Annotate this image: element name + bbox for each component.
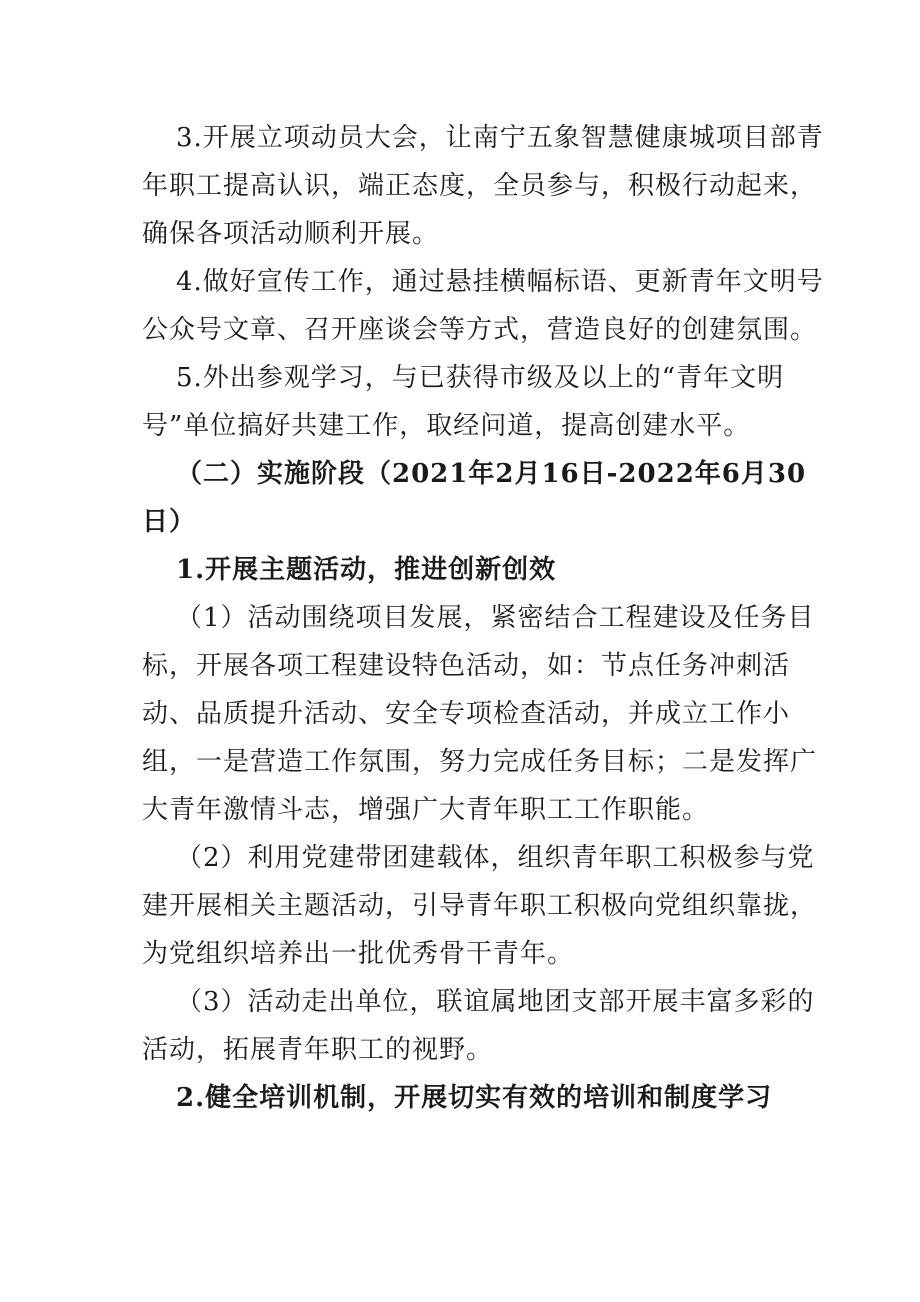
section-heading-implementation-line-1: （二）实施阶段（2021年2月16日-2022年6月30 [176, 459, 807, 489]
para-1-line-5: 大青年激情斗志，增强广大青年职工工作职能。 [142, 795, 710, 825]
para-3-line-1: （3）活动走出单位，联谊属地团支部开展丰富多彩的 [176, 987, 815, 1017]
para-2-line-3: 为党组织培养出一批优秀骨干青年。 [142, 939, 575, 969]
para-1-line-2: 标，开展各项工程建设特色活动，如：节点任务冲刺活 [142, 651, 791, 681]
para-2-line-1: （2）利用党建带团建载体，组织青年职工积极参与党 [176, 843, 815, 873]
subheading-training-mechanism: 2.健全培训机制，开展切实有效的培训和制度学习 [176, 1083, 773, 1113]
item-3-line-2: 年职工提高认识，端正态度，全员参与，积极行动起来， [142, 171, 818, 201]
item-5-line-1: 5.外出参观学习，与已获得市级及以上的“青年文明 [176, 363, 785, 393]
para-2-line-2: 建开展相关主题活动，引导青年职工积极向党组织靠拢， [142, 891, 818, 921]
subheading-theme-activities: 1.开展主题活动，推进创新创效 [176, 555, 557, 585]
para-3-line-2: 活动，拓展青年职工的视野。 [142, 1035, 494, 1065]
item-5-line-2: 号”单位搞好共建工作，取经问道，提高创建水平。 [142, 411, 751, 441]
item-3-line-3: 确保各项活动顺利开展。 [142, 219, 440, 249]
para-1-line-1: （1）活动围绕项目发展，紧密结合工程建设及任务目 [176, 603, 815, 633]
item-4-line-1: 4.做好宣传工作，通过悬挂横幅标语、更新青年文明号 [176, 267, 824, 297]
item-4-line-2: 公众号文章、召开座谈会等方式，营造良好的创建氛围。 [142, 315, 818, 345]
para-1-line-3: 动、品质提升活动、安全专项检查活动，并成立工作小 [142, 699, 791, 729]
section-heading-implementation-line-2: 日） [142, 507, 197, 537]
item-3-line-1: 3.开展立项动员大会，让南宁五象智慧健康城项目部青 [176, 123, 824, 153]
para-1-line-4: 组，一是营造工作氛围，努力完成任务目标；二是发挥广 [142, 747, 818, 777]
